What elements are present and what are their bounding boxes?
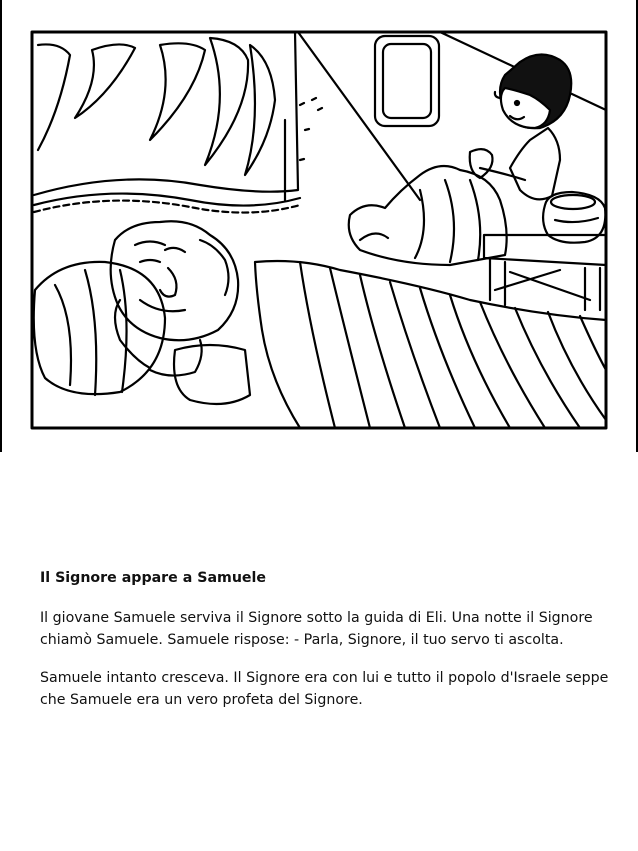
story-text-block xyxy=(40,568,615,711)
story-title: Il Signore appare a Samuele xyxy=(40,570,267,586)
story-paragraph-1: Il giovane Samuele serviva il Signore sotto la guida di Eli. Una notte il Signore chiamò Samuele. Samuele rispose: - Parla, Signore, il tuo servo ti ascolta. xyxy=(40,610,593,648)
story-paragraph-2: Samuele intanto cresceva. Il Signore era con lui e tutto il popolo d'Israele seppe che Samuele era un vero profeta del Signore. xyxy=(40,670,609,708)
samuel-figure xyxy=(470,54,572,199)
eli-figure xyxy=(34,221,250,404)
curtain xyxy=(34,32,300,213)
